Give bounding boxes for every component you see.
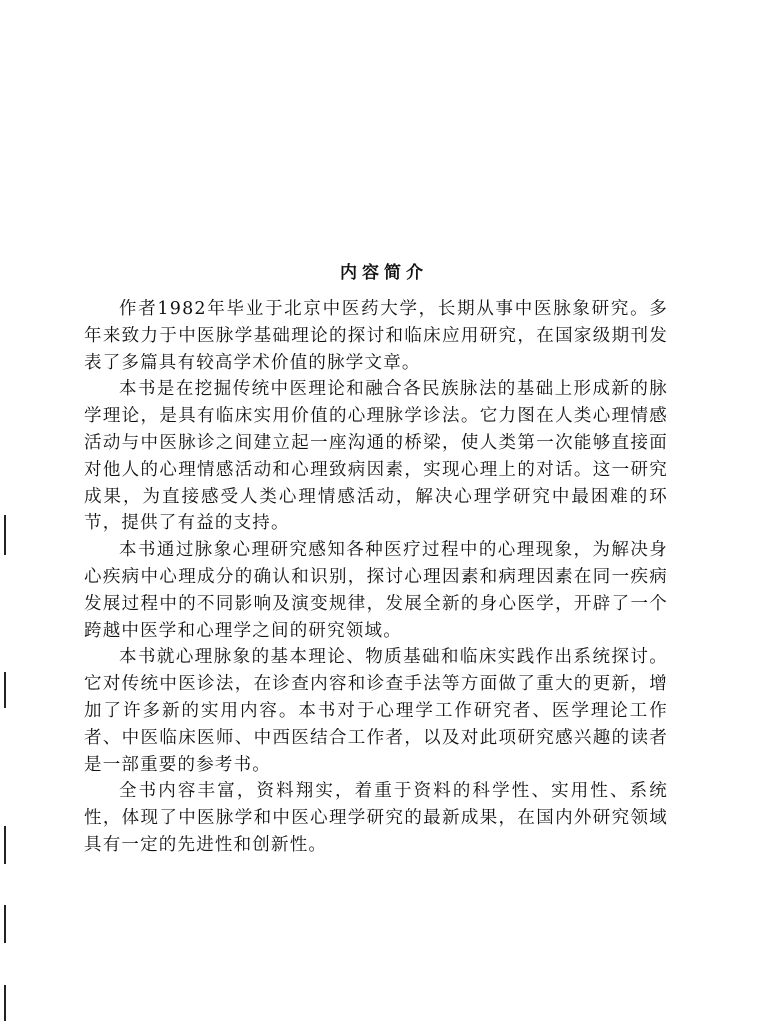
paragraph-5: 全书内容丰富，资料翔实，着重于资料的科学性、实用性、系统性，体现了中医脉学和中医心理学研究的最新成果，在国内外研究领域具有一定的先进性和创新性。 bbox=[84, 781, 668, 855]
body-text bbox=[84, 296, 668, 859]
margin-scan-mark bbox=[4, 826, 6, 864]
paragraph-1: 作者1982年毕业于北京中医药大学，长期从事中医脉象研究。多年来致力于中医脉学基础理论的探讨和临床应用研究，在国家级期刊发表了多篇具有较高学术价值的脉学文章。 bbox=[84, 299, 668, 373]
paragraph-3: 本书通过脉象心理研究感知各种医疗过程中的心理现象，为解决身心疾病中心理成分的确认和识别，探讨心理因素和病理因素在同一疾病发展过程中的不同影响及演变规律，发展全新的身心医学，开辟了一个跨越中医学和心理学之间的研究领域。 bbox=[84, 540, 668, 641]
margin-scan-mark bbox=[4, 985, 6, 1021]
margin-scan-mark bbox=[4, 905, 6, 943]
paragraph-4: 本书就心理脉象的基本理论、物质基础和临床实践作出系统探讨。它对传统中医诊法，在诊查内容和诊查手法等方面做了重大的更新，增加了许多新的实用内容。本书对于心理学工作研究者、医学理论工作者、中医临床医师、中西医结合工作者，以及对此项研究感兴趣的读者是一部重要的参考书。 bbox=[84, 647, 668, 775]
paragraph-2: 本书是在挖掘传统中医理论和融合各民族脉法的基础上形成新的脉学理论，是具有临床实用价值的心理脉学诊法。它力图在人类心理情感活动与中医脉诊之间建立起一座沟通的桥梁，使人类第一次能够直接面对他人的心理情感活动和心理致病因素，实现心理上的对话。这一研究成果，为直接感受人类心理情感活动，解决心理学研究中最困难的环节，提供了有益的支持。 bbox=[84, 379, 668, 534]
margin-scan-mark bbox=[4, 515, 6, 555]
margin-scan-mark bbox=[4, 672, 6, 708]
page-title: 内容简介 bbox=[340, 263, 428, 283]
